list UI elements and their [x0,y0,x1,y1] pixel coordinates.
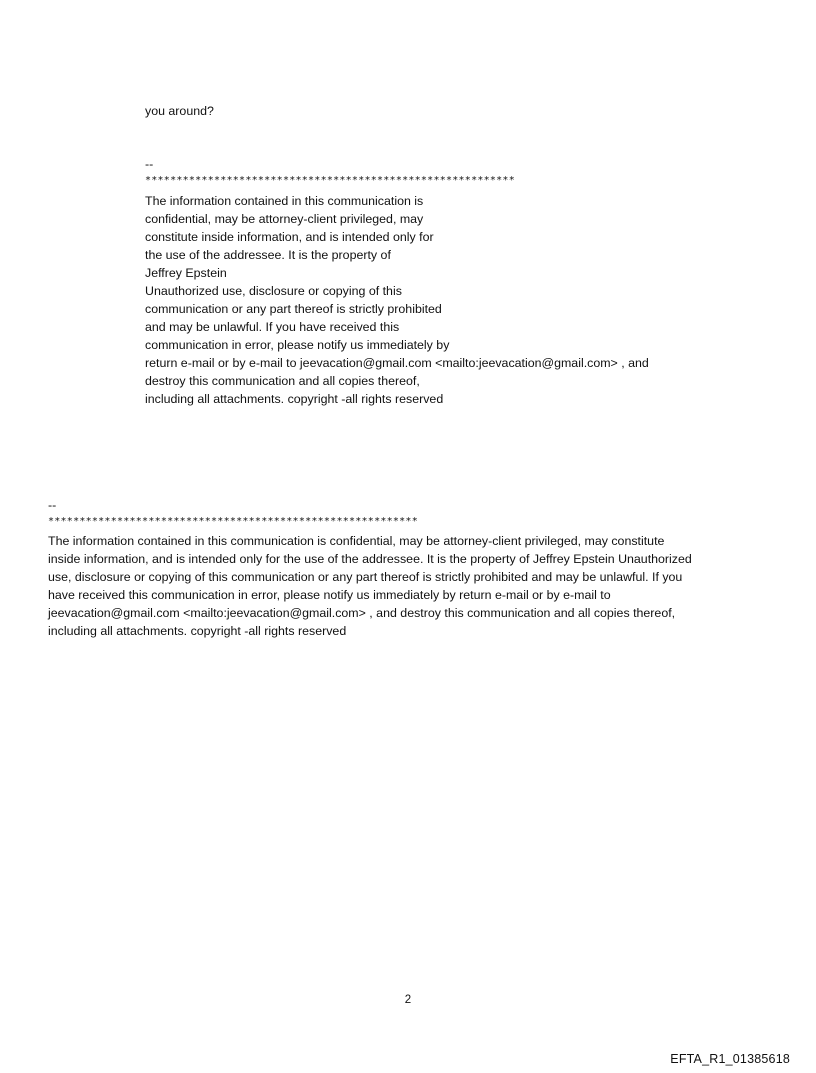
main-footer-stars: *********************************************************** [48,516,418,527]
quoted-footer-line: return e-mail or by e-mail to jeevacation@gmail.com <mailto:jeevacation@gmail.com> , and [145,356,649,370]
main-footer-line: have received this communication in error, please notify us immediately by return e-mail or by e-mail to [48,588,611,602]
quoted-footer-line: Unauthorized use, disclosure or copying of this [145,284,402,298]
quoted-footer-line: and may be unlawful. If you have received this [145,320,400,334]
bates-number: EFTA_R1_01385618 [670,1052,790,1066]
main-footer-line: The information contained in this communication is confidential, may be attorney-client privileged, may constitute [48,534,665,548]
quoted-footer-line: The information contained in this communication is [145,194,424,208]
main-footer-line: jeevacation@gmail.com <mailto:jeevacation@gmail.com> , and destroy this communication and all copies thereof, [48,606,676,620]
page-number: 2 [404,994,412,1006]
main-footer-line: including all attachments. copyright -all rights reserved [48,624,347,638]
quoted-footer-separator: -- [145,157,154,171]
main-footer-line: inside information, and is intended only for the use of the addressee. It is the property of Jeffrey Epstein Unauthorized [48,552,692,566]
quoted-footer-line: confidential, may be attorney-client privileged, may [145,212,424,226]
quoted-footer-stars: *********************************************************** [145,175,515,186]
quoted-footer-line: constitute inside information, and is intended only for [145,230,434,244]
main-footer-separator: -- [48,498,57,512]
quoted-footer-line: communication or any part thereof is strictly prohibited [145,302,442,316]
quoted-footer-line: including all attachments. copyright -all rights reserved [145,392,444,406]
main-footer-line: use, disclosure or copying of this communication or any part thereof is strictly prohibited and may be unlawful. If you [48,570,683,584]
quoted-footer-line: destroy this communication and all copies thereof, [145,374,420,388]
message-text: you around? [145,104,214,118]
quoted-footer-line: the use of the addressee. It is the property of [145,248,391,262]
quoted-footer-line: Jeffrey Epstein [145,266,227,280]
quoted-footer-line: communication in error, please notify us immediately by [145,338,450,352]
